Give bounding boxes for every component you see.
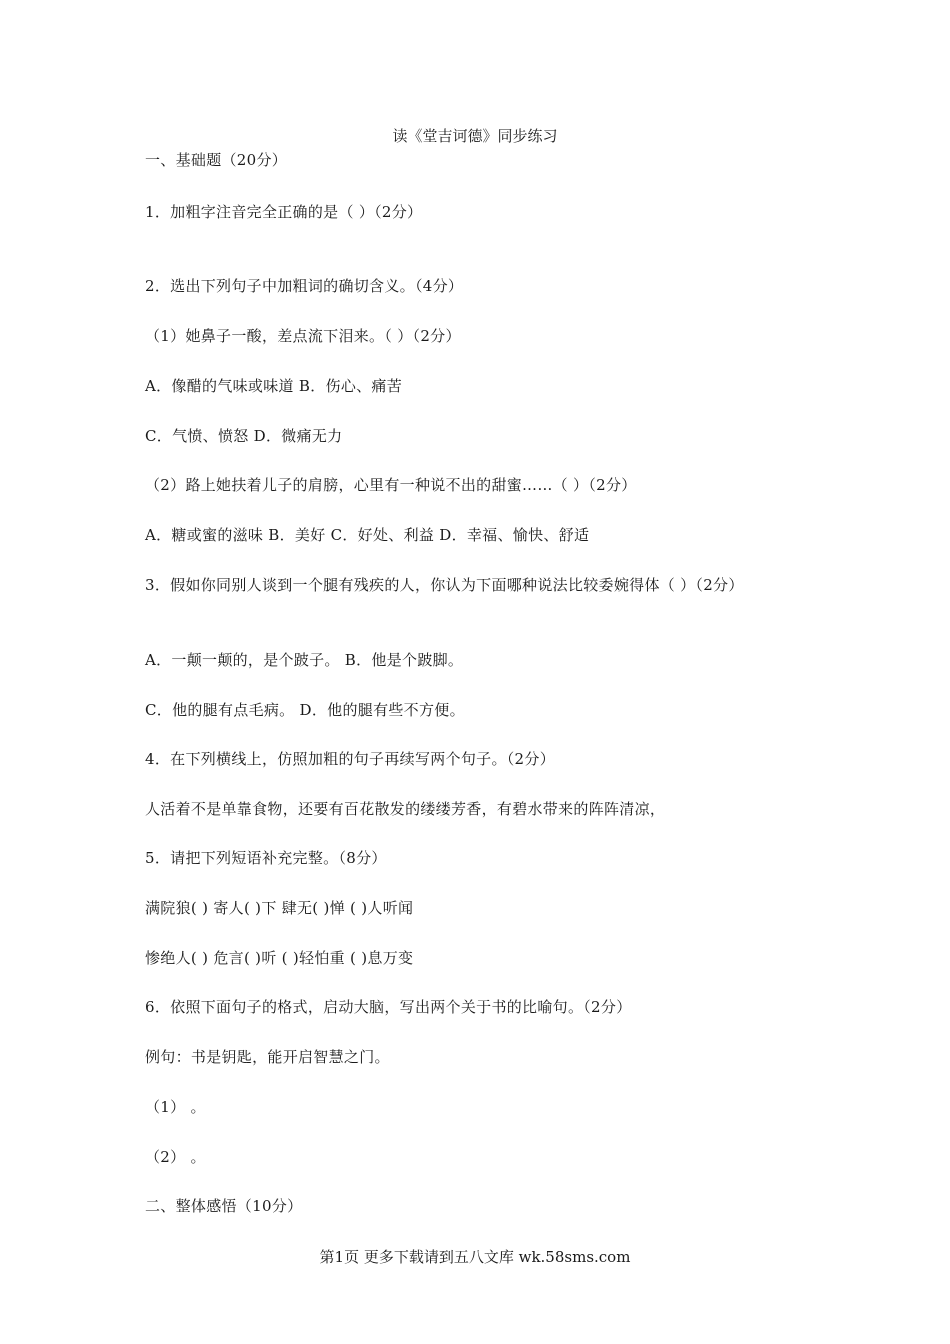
question-6: 6．依照下面句子的格式，启动大脑，写出两个关于书的比喻句。（2分）: [145, 998, 632, 1016]
question-3-options-cd: C．他的腿有点毛病。 D．他的腿有些不方便。: [145, 701, 465, 719]
question-2-part-2: （2）路上她扶着儿子的肩膀，心里有一种说不出的甜蜜……（ ）（2分）: [145, 476, 637, 494]
question-2-part-2-options: A．糖或蜜的滋味 B．美好 C．好处、利益 D．幸福、愉快、舒适: [145, 526, 590, 544]
section-1-heading: 一、基础题（20分）: [145, 151, 288, 169]
question-3-options-ab: A．一颠一颠的，是个跛子。 B．他是个跛脚。: [145, 651, 464, 669]
document-title: 读《堂吉诃德》同步练习: [392, 127, 558, 145]
question-5-row-2: 惨绝人( ) 危言( )听 ( )轻怕重 ( )息万变: [145, 949, 414, 967]
question-6-answer-1: （1） 。: [145, 1098, 206, 1116]
question-6-example: 例句：书是钥匙，能开启智慧之门。: [145, 1048, 390, 1066]
question-2-part-1-options-ab: A．像醋的气味或味道 B．伤心、痛苦: [145, 377, 403, 395]
question-2-part-1: （1）她鼻子一酸，差点流下泪来。（ ）（2分）: [145, 327, 461, 345]
question-5-row-1: 满院狼( ) 寄人( )下 肆无( )惮 ( )人听闻: [145, 899, 414, 917]
question-6-answer-2: （2） 。: [145, 1148, 206, 1166]
question-1: 1．加粗字注音完全正确的是（ ）（2分）: [145, 203, 423, 221]
question-5: 5．请把下列短语补充完整。（8分）: [145, 849, 387, 867]
page-footer: 第1页 更多下载请到五八文库 wk.58sms.com: [319, 1248, 631, 1266]
section-2-heading: 二、整体感悟（10分）: [145, 1197, 303, 1215]
question-4: 4．在下列横线上，仿照加粗的句子再续写两个句子。（2分）: [145, 750, 555, 768]
question-3: 3．假如你同别人谈到一个腿有残疾的人，你认为下面哪种说法比较委婉得体（ ）（2分）: [145, 576, 744, 594]
question-4-sentence: 人活着不是单靠食物，还要有百花散发的缕缕芳香，有碧水带来的阵阵清凉，: [145, 800, 666, 818]
question-2: 2．选出下列句子中加粗词的确切含义。（4分）: [145, 277, 464, 295]
question-2-part-1-options-cd: C．气愤、愤怒 D．微痛无力: [145, 427, 343, 445]
